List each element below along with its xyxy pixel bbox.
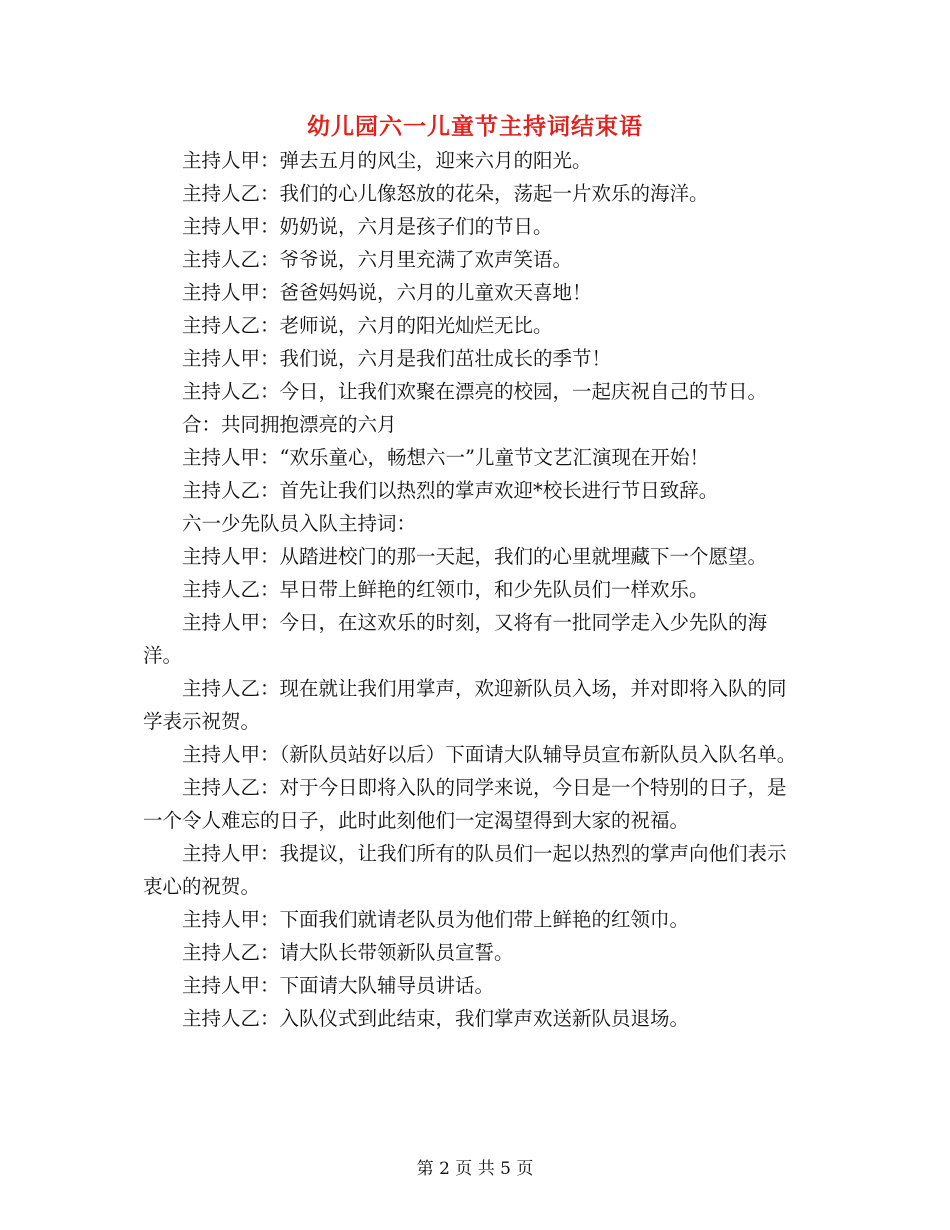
document-body — [143, 144, 803, 1035]
paragraph: 主持人乙：爷爷说，六月里充满了欢声笑语。 — [182, 248, 573, 271]
paragraph: 主持人甲：爸爸妈妈说，六月的儿童欢天喜地！ — [182, 281, 592, 304]
paragraph: 主持人甲：“欢乐童心，畅想六一”儿童节文艺汇演现在开始！ — [182, 446, 709, 469]
paragraph: 主持人甲：（新队员站好以后）下面请大队辅导员宣布新队员入队名单。 — [182, 743, 797, 766]
paragraph: 主持人乙：今日，让我们欢聚在漂亮的校园，一起庆祝自己的节日。 — [182, 380, 768, 403]
paragraph: 主持人乙：老师说，六月的阳光灿烂无比。 — [182, 314, 553, 337]
paragraph: 主持人乙：现在就让我们用掌声，欢迎新队员入场，并对即将入队的同学表示祝贺。 — [143, 677, 787, 733]
paragraph: 主持人甲：从踏进校门的那一天起，我们的心里就埋藏下一个愿望。 — [182, 545, 768, 568]
page-number-footer: 第 2 页 共 5 页 — [416, 1159, 534, 1179]
document-title: 幼儿园六一儿童节主持词结束语 — [307, 113, 643, 140]
paragraph: 主持人乙：入队仪式到此结束，我们掌声欢送新队员退场。 — [182, 1007, 690, 1030]
section-heading: 六一少先队员入队主持词： — [182, 512, 417, 535]
paragraph: 合：共同拥抱漂亮的六月 — [182, 413, 397, 436]
paragraph: 主持人乙：早日带上鲜艳的红领巾，和少先队员们一样欢乐。 — [182, 578, 709, 601]
paragraph: 主持人乙：首先让我们以热烈的掌声欢迎*校长进行节日致辞。 — [182, 479, 719, 502]
paragraph: 主持人甲：我们说，六月是我们茁壮成长的季节！ — [182, 347, 612, 370]
paragraph: 主持人甲：奶奶说，六月是孩子们的节日。 — [182, 215, 553, 238]
paragraph: 主持人乙：对于今日即将入队的同学来说，今日是一个特别的日子，是一个令人难忘的日子，此时此刻他们一定渴望得到大家的祝福。 — [143, 776, 787, 832]
paragraph: 主持人甲：下面请大队辅导员讲话。 — [182, 974, 495, 997]
paragraph: 主持人甲：今日，在这欢乐的时刻，又将有一批同学走入少先队的海洋。 — [143, 611, 768, 667]
paragraph: 主持人乙：请大队长带领新队员宣誓。 — [182, 941, 514, 964]
paragraph: 主持人甲：弹去五月的风尘，迎来六月的阳光。 — [182, 149, 592, 172]
paragraph: 主持人甲：下面我们就请老队员为他们带上鲜艳的红领巾。 — [182, 908, 690, 931]
paragraph: 主持人乙：我们的心儿像怒放的花朵，荡起一片欢乐的海洋。 — [182, 182, 709, 205]
paragraph: 主持人甲：我提议，让我们所有的队员们一起以热烈的掌声向他们表示衷心的祝贺。 — [143, 842, 787, 898]
